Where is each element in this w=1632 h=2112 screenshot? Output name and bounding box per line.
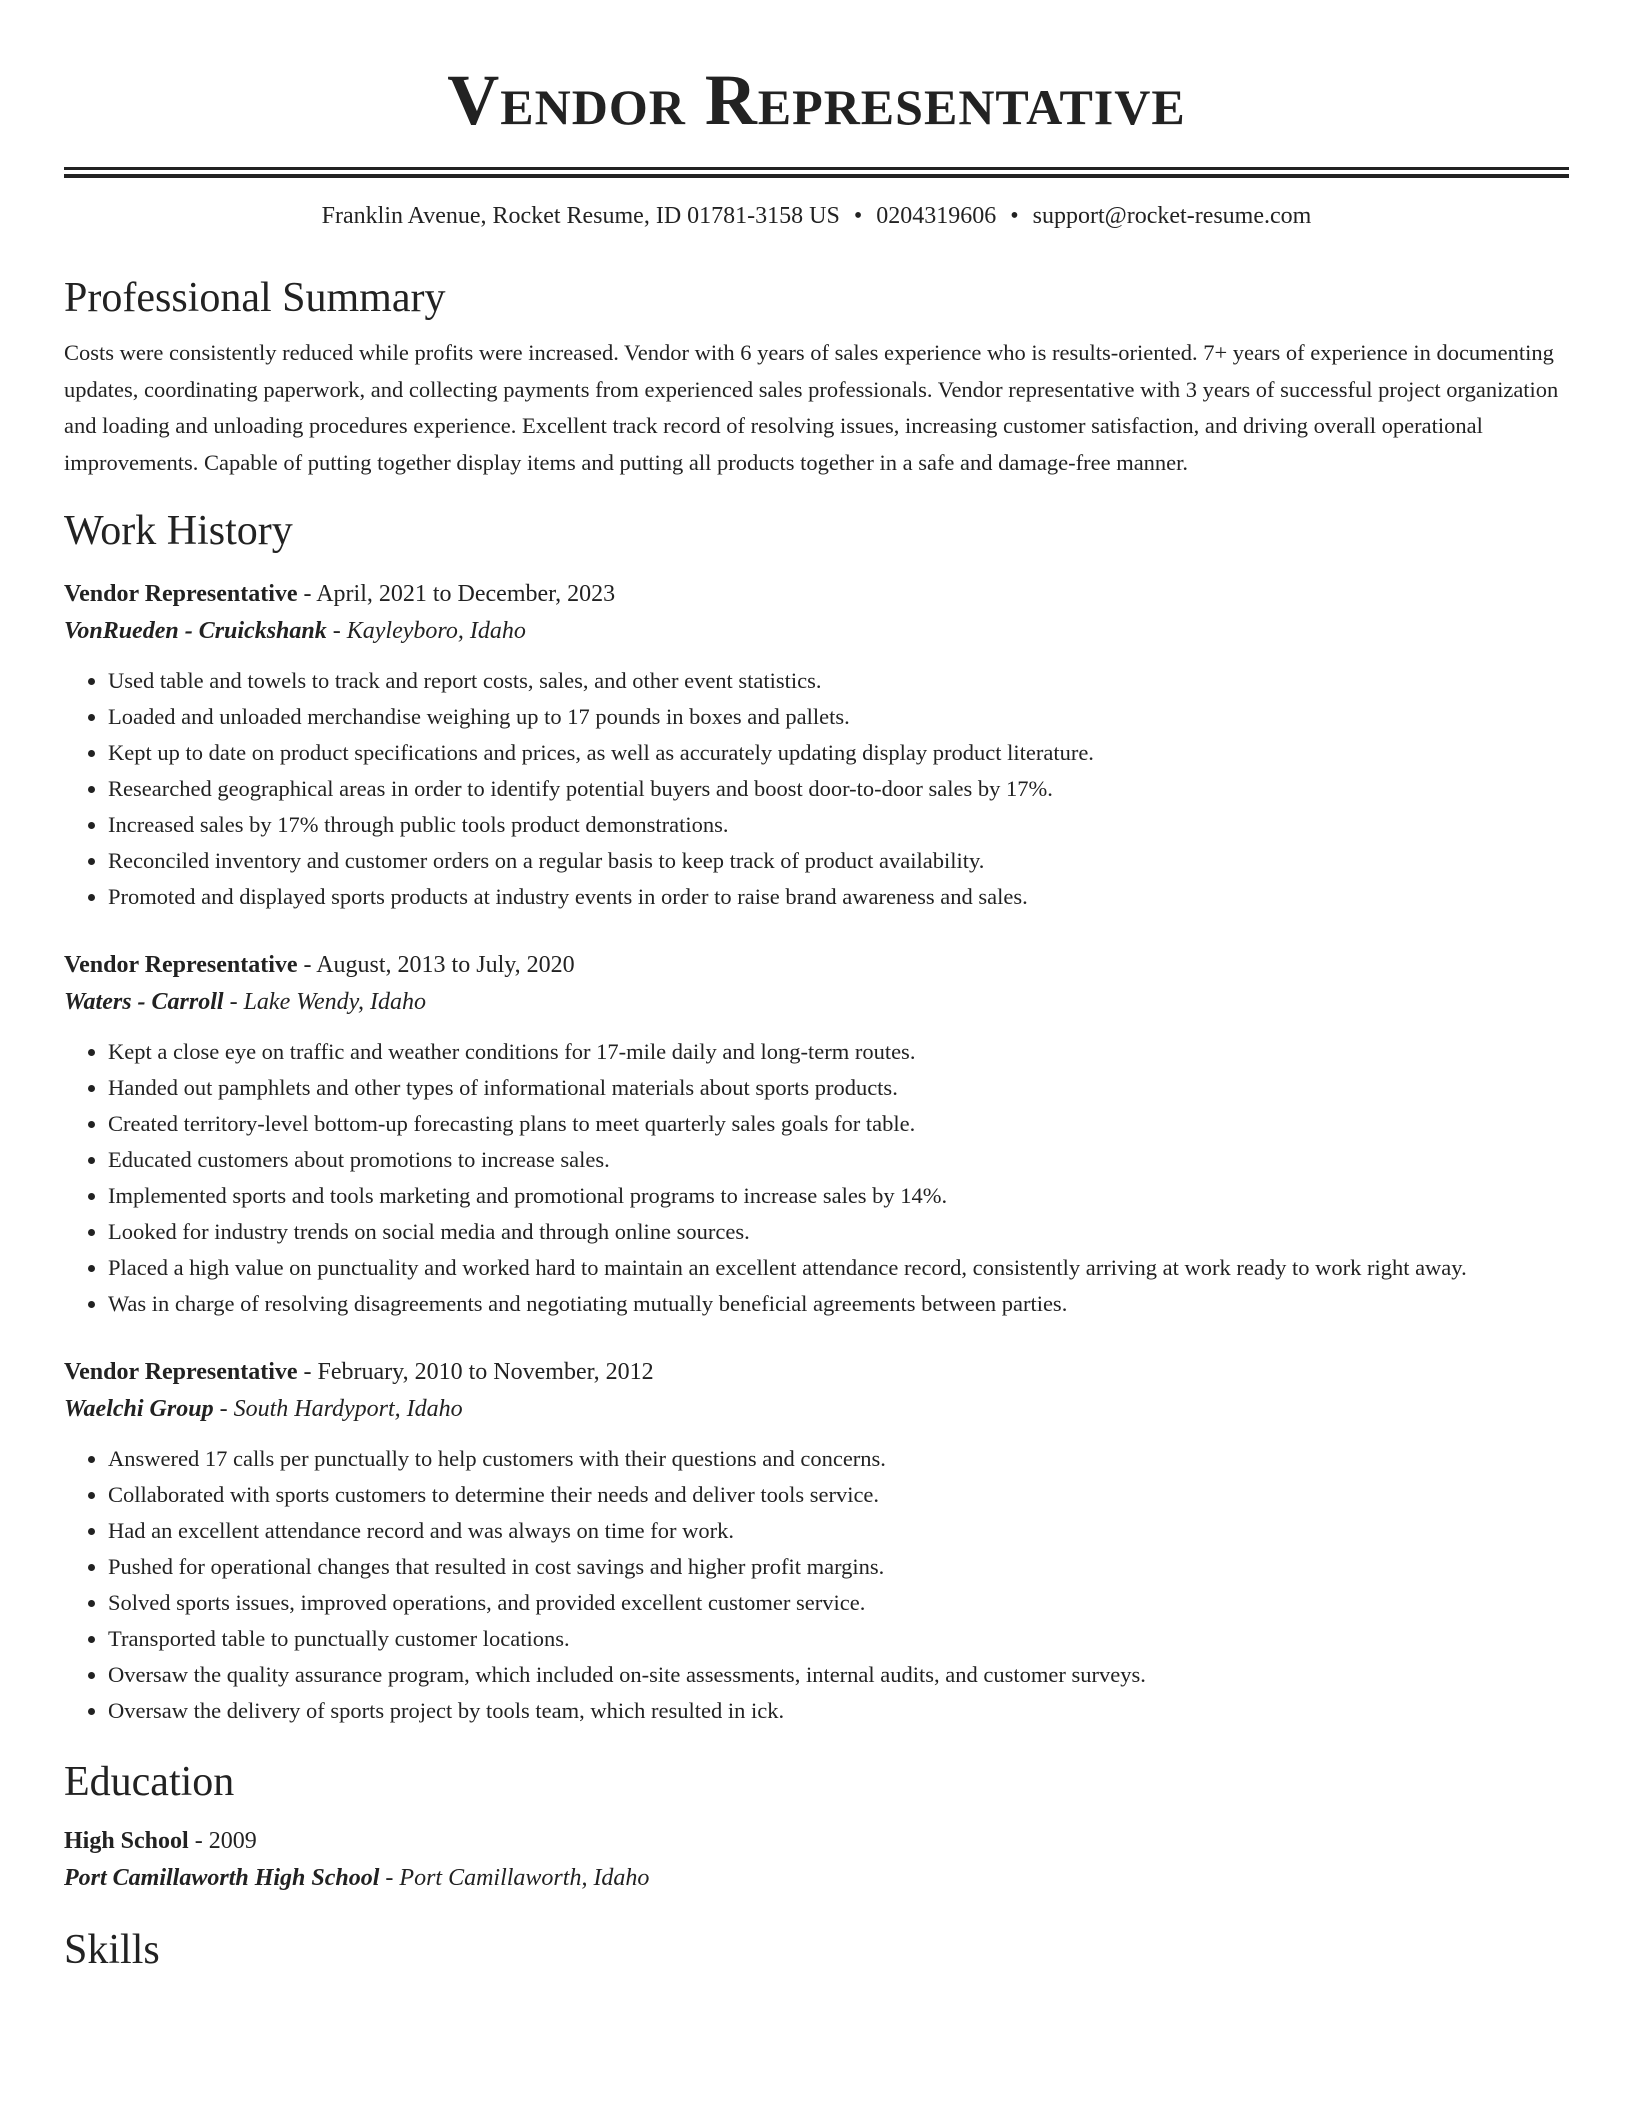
summary-text: Costs were consistently reduced while profits were increased. Vendor with 6 years of sales experience who is results-oriented. 7+ years of experience in documenting updates, coordinating paperwork, and collecting payments from experienced sales professionals. Vendor representative with 3 years of successful project organization and loading and unloading procedures experience. Excellent track record of resolving issues, increasing customer satisfaction, and driving overall operational improvements. Capable of putting together display items and putting all products together in a safe and damage-free manner. [64,340,1559,475]
company-name: Waelchi Group [64,1396,214,1422]
list-item: • Promoted and displayed sports products at industry events in order to raise brand awareness and sales. [108,879,1569,915]
resume-title: Vendor Representative [447,60,1186,140]
summary-heading: Professional Summary [64,275,446,321]
education-entry [64,1823,1569,1897]
contact-separator: • [853,203,863,229]
contact-separator: • [1010,203,1019,229]
resume-page [64,0,1569,1975]
contact-phone: 0204319606 [876,203,997,229]
list-item: • Transported table to punctually customer locations. [108,1621,1569,1657]
school-name: Port Camillaworth High School [64,1865,380,1891]
work-history-heading: Work History [64,508,293,554]
job-title-line [64,947,1569,983]
list-item: • Increased sales by 17% through public tools product demonstrations. [108,807,1569,843]
list-item: • Had an excellent attendance record and was always on time for work. [108,1513,1569,1549]
company-line [64,983,1569,1021]
list-item: • Collaborated with sports customers to determine their needs and deliver tools service. [108,1477,1569,1513]
list-item: • Oversaw the quality assurance program, which included on-site assessments, internal audits, and customer surveys. [108,1657,1569,1693]
list-item: • Answered 17 calls per punctually to help customers with their questions and concerns. [108,1441,1569,1477]
list-item: • Reconciled inventory and customer orders on a regular basis to keep track of product availability. [108,843,1569,879]
company-name: Waters - Carroll [64,989,224,1015]
company-location: - Kayleyboro, Idaho [326,618,526,644]
company-name: VonRueden - Cruickshank [64,618,327,644]
school-location: - Port Camillaworth, Idaho [379,1865,650,1891]
list-item: • Kept up to date on product specifications and prices, as well as accurately updating display product literature. [108,735,1569,771]
job-dates: - February, 2010 to November, 2012 [297,1359,654,1385]
company-line [64,1390,1569,1428]
job-title-line [64,1354,1569,1390]
list-item: • Researched geographical areas in order to identify potential buyers and boost door-to-door sales by 17%. [108,771,1569,807]
title-divider-top [64,167,1569,170]
school-line [64,1859,1569,1897]
list-item: • Was in charge of resolving disagreements and negotiating mutually beneficial agreements between parties. [108,1286,1569,1322]
job-dates: - April, 2021 to December, 2023 [297,581,616,607]
job-bullets [64,663,1569,915]
list-item: • Handed out pamphlets and other types of informational materials about sports products. [108,1070,1569,1106]
graduation-year: - 2009 [188,1828,257,1854]
list-item: • Looked for industry trends on social media and through online sources. [108,1214,1569,1250]
list-item: • Oversaw the delivery of sports project by tools team, which resulted in ick. [108,1693,1569,1729]
education-heading: Education [64,1759,235,1805]
job-title: Vendor Representative [64,1359,298,1385]
list-item: • Solved sports issues, improved operations, and provided excellent customer service. [108,1585,1569,1621]
job-bullets [64,1034,1569,1322]
contact-email: support@rocket-resume.com [1032,203,1312,229]
company-location: - South Hardyport, Idaho [213,1396,463,1422]
job-title: Vendor Representative [64,952,298,978]
list-item: • Kept a close eye on traffic and weather conditions for 17-mile daily and long-term routes. [108,1034,1569,1070]
list-item: • Used table and towels to track and report costs, sales, and other event statistics. [108,663,1569,699]
company-location: - Lake Wendy, Idaho [223,989,426,1015]
list-item: • Pushed for operational changes that resulted in cost savings and higher profit margins. [108,1549,1569,1585]
list-item: • Educated customers about promotions to increase sales. [108,1142,1569,1178]
list-item: • Loaded and unloaded merchandise weighing up to 17 pounds in boxes and pallets. [108,699,1569,735]
job-bullets [64,1441,1569,1729]
degree-line [64,1823,1569,1859]
job-title-line [64,576,1569,612]
contact-line [64,201,1569,231]
list-item: • Created territory-level bottom-up forecasting plans to meet quarterly sales goals for table. [108,1106,1569,1142]
job-entry [64,1354,1569,1729]
contact-address: Franklin Avenue, Rocket Resume, ID 01781-3158 US [321,203,840,229]
company-line [64,612,1569,650]
job-entry [64,947,1569,1322]
job-title: Vendor Representative [64,581,298,607]
skills-heading: Skills [64,1927,160,1973]
job-entry [64,576,1569,915]
list-item: • Placed a high value on punctuality and worked hard to maintain an excellent attendance record, consistently arriving at work ready to work right away. [108,1250,1569,1286]
degree: High School [64,1828,189,1854]
job-dates: - August, 2013 to July, 2020 [297,952,575,978]
list-item: • Implemented sports and tools marketing and promotional programs to increase sales by 14%. [108,1178,1569,1214]
title-divider-bottom [64,174,1569,178]
